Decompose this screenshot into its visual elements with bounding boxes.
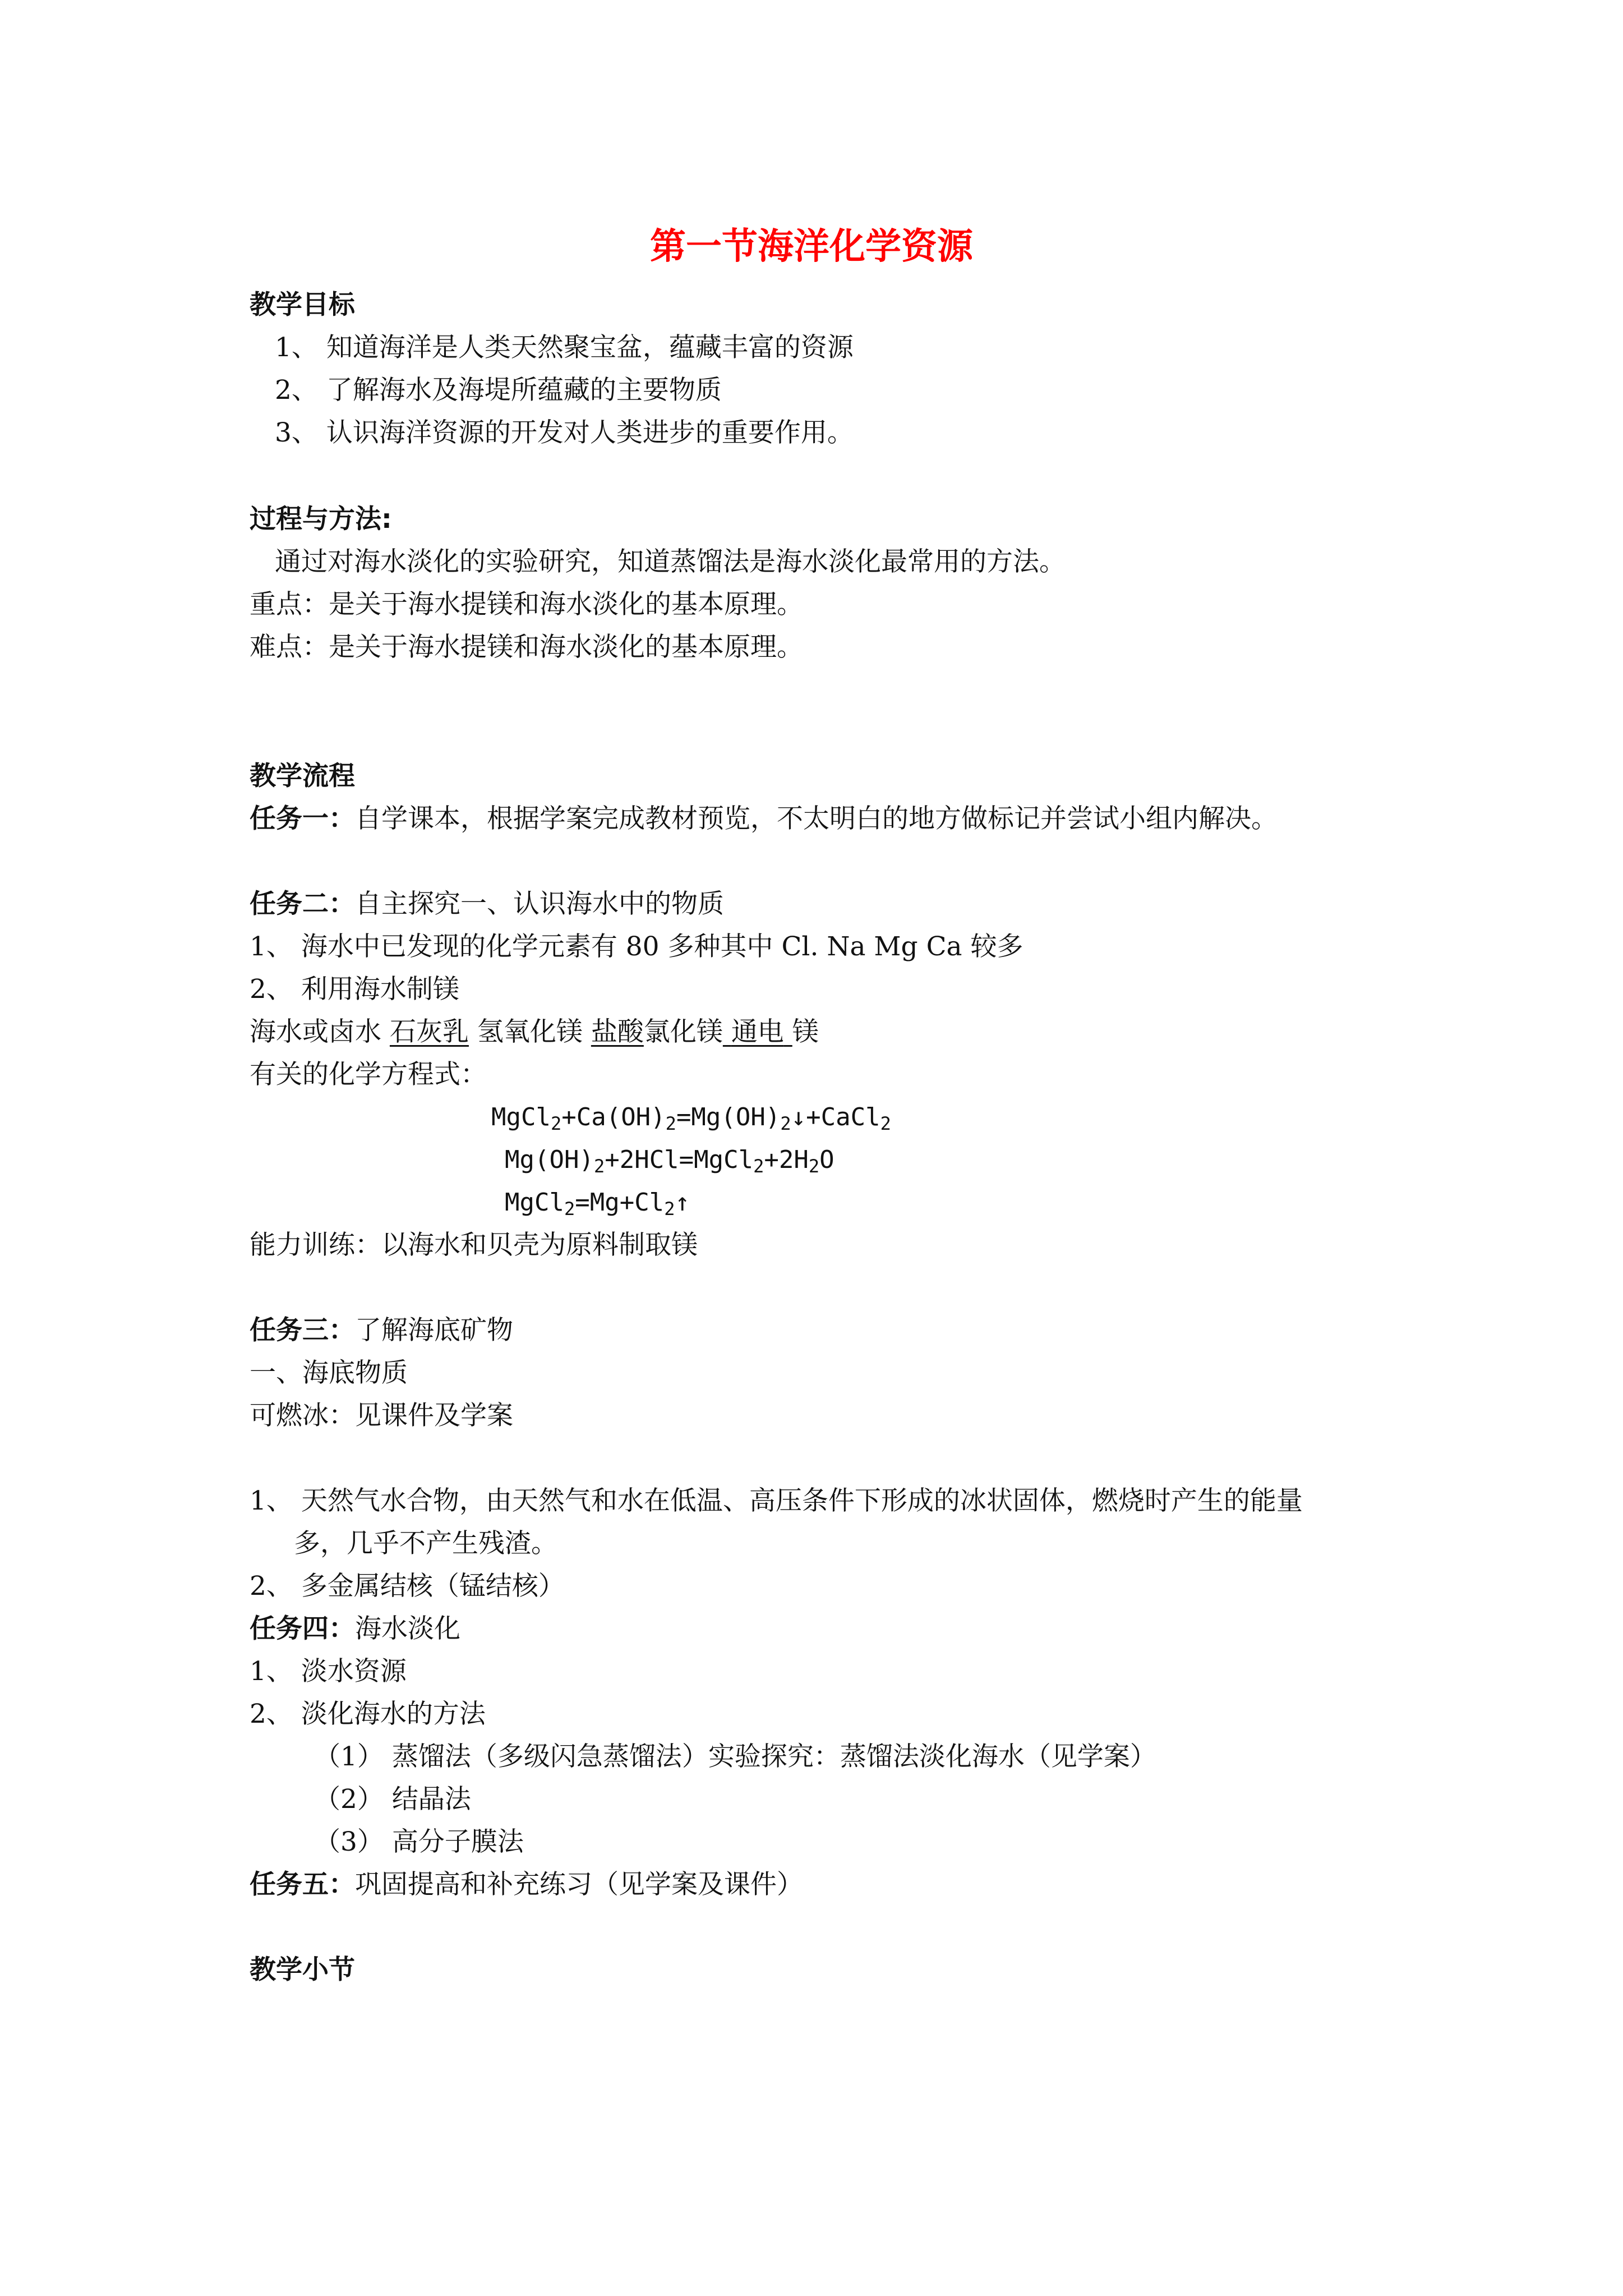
objective-item: 2、 了解海水及海堤所蕴藏的主要物质 (275, 375, 722, 406)
task1-line (250, 802, 1278, 836)
process-electrolysis: 通电 (731, 1016, 784, 1047)
task3-item: 2、 多金属结核（锰结核） (250, 1571, 565, 1602)
process-chloride: 氯化镁 (643, 1016, 723, 1047)
task3-line (250, 1314, 513, 1347)
task4-item: 2、 淡化海水的方法 (250, 1699, 486, 1729)
process-end: 镁 (792, 1016, 819, 1047)
method-item: （1） 蒸馏法（多级闪急蒸馏法）实验探究：蒸馏法淡化海水（见学案） (314, 1741, 1156, 1772)
difficulty-point: 难点：是关于海水提镁和海水淡化的基本原理。 (250, 632, 803, 662)
summary-heading: 教学小节 (250, 1954, 355, 1985)
flow-heading: 教学流程 (250, 761, 355, 792)
task3-subheading: 一、海底物质 (250, 1358, 408, 1388)
task1-text: 自学课本，根据学案完成教材预览，不太明白的地方做标记并尝试小组内解决。 (355, 803, 1278, 834)
task5-label: 任务五： (250, 1869, 355, 1900)
task5-line (250, 1868, 803, 1902)
task4-item: 1、 淡水资源 (250, 1656, 407, 1687)
task2-item: 2、 利用海水制镁 (250, 974, 459, 1005)
task4-line (250, 1612, 460, 1646)
precipitate-arrow-icon: ↓ (791, 1103, 806, 1131)
task1-label: 任务一： (250, 803, 355, 834)
task3-item: 1、 天然气水合物，由天然气和水在低温、高压条件下形成的冰状固体，燃烧时产生的能量 (250, 1485, 1303, 1516)
method-text: 通过对海水淡化的实验研究，知道蒸馏法是海水淡化最常用的方法。 (275, 546, 1066, 577)
ability-training: 能力训练：以海水和贝壳为原料制取镁 (250, 1230, 698, 1260)
task2-item: 1、 海水中已发现的化学元素有 80 多种其中 Cl. Na Mg Ca 较多 (250, 931, 1023, 962)
task3-text: 了解海底矿物 (355, 1315, 513, 1346)
task2-line (250, 887, 724, 921)
page-title: 第一节海洋化学资源 (650, 226, 973, 268)
key-point: 重点：是关于海水提镁和海水淡化的基本原理。 (250, 589, 803, 620)
objective-item: 1、 知道海洋是人类天然聚宝盆，蕴藏丰富的资源 (275, 332, 854, 363)
task3-label: 任务三： (250, 1315, 355, 1346)
process-reagent-acid: 盐酸 (591, 1016, 644, 1047)
task5-text: 巩固提高和补充练习（见学案及课件） (355, 1869, 803, 1900)
method-heading: 过程与方法: (250, 504, 392, 535)
task3-item-continued: 多，几乎不产生残渣。 (294, 1528, 557, 1559)
task2-label: 任务二： (250, 889, 355, 919)
equations-label: 有关的化学方程式： (250, 1059, 487, 1090)
equation-1: $MgCl_2+Ca(OH)_2=Mg(OH)_2↓+CaCl_2$ (491, 1101, 891, 1134)
task3-subheading: 可燃冰：见课件及学案 (250, 1400, 513, 1431)
process-hydroxide: 氢氧化镁 (477, 1016, 583, 1047)
gas-arrow-icon: ↑ (675, 1188, 690, 1217)
method-item: （3） 高分子膜法 (314, 1826, 524, 1857)
task4-text: 海水淡化 (355, 1613, 460, 1644)
task2-text: 自主探究一、认识海水中的物质 (355, 889, 724, 919)
objective-item: 3、 认识海洋资源的开发对人类进步的重要作用。 (275, 417, 854, 448)
equation-3: $MgCl_2=Mg+Cl_2↑$ (505, 1186, 690, 1220)
process-reagent-lime: 石灰乳 (389, 1016, 469, 1047)
equation-2: $Mg(OH)_2+2HCl=MgCl_2+2H_2O$ (505, 1145, 834, 1177)
magnesium-process-line (250, 1015, 819, 1049)
process-start: 海水或卤水 (250, 1016, 381, 1047)
method-item: （2） 结晶法 (314, 1784, 471, 1815)
objectives-heading: 教学目标 (250, 289, 355, 320)
task4-label: 任务四： (250, 1613, 355, 1644)
